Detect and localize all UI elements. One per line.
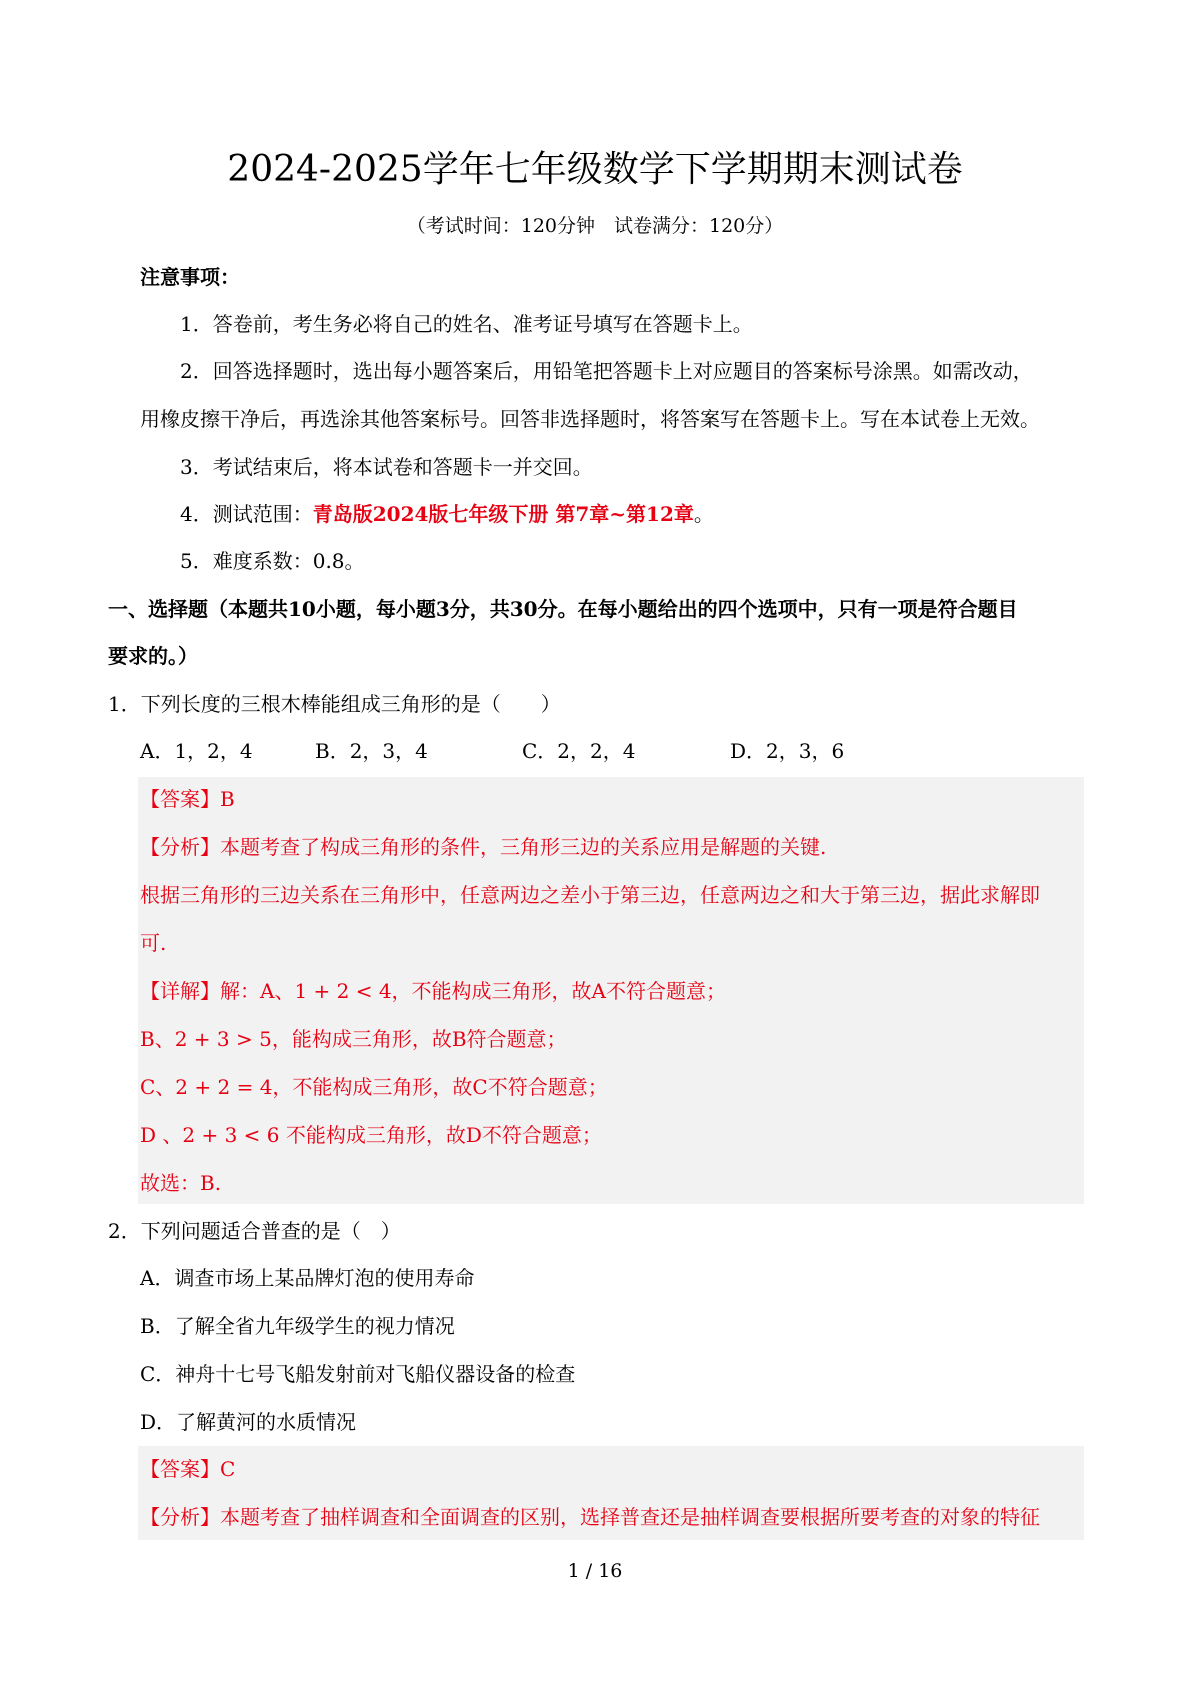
question-2-option-c: C．神舟十七号飞船发射前对飞船仪器设备的检查 — [140, 1362, 576, 1386]
notice-heading: 注意事项： — [140, 265, 240, 289]
notice-item-5: 5．难度系数：0.8。 — [180, 549, 365, 573]
question-1-analysis-line-3: 可. — [140, 931, 167, 955]
page-subtitle: （考试时间：120分钟 试卷满分：120分） — [406, 215, 784, 237]
section-heading-line-1: 一、选择题（本题共10小题，每小题3分，共30分。在每小题给出的四个选项中，只有一项是符合题目 — [108, 597, 1018, 621]
notice-item-4-prefix: 4．测试范围： — [180, 502, 313, 526]
question-1-option-b: B．2，3，4 — [315, 739, 428, 763]
question-1-detail-3: C、2 + 2 = 4，不能构成三角形，故C不符合题意； — [140, 1075, 608, 1099]
question-1-answer: 【答案】B — [140, 787, 235, 811]
question-1-detail-4: D 、2 + 3 < 6 不能构成三角形，故D不符合题意； — [140, 1123, 602, 1147]
notice-item-4-suffix: 。 — [693, 502, 714, 526]
page-number: 1 / 16 — [567, 1560, 623, 1582]
question-1-analysis-line-2: 根据三角形的三边关系在三角形中，任意两边之差小于第三边，任意两边之和大于第三边，据此求解即 — [140, 883, 1040, 907]
question-1-detail-1: 【详解】解：A、1 + 2 < 4，不能构成三角形，故A不符合题意； — [140, 979, 727, 1003]
test-range: 青岛版2024版七年级下册 第7章~第12章 — [312, 502, 694, 526]
question-2-analysis-line-1: 【分析】本题考查了抽样调查和全面调查的区别，选择普查还是抽样调查要根据所要考查的对象的特征 — [140, 1505, 1040, 1529]
question-1-detail-2: B、2 + 3 > 5，能构成三角形，故B符合题意； — [140, 1027, 567, 1051]
notice-item-3: 3．考试结束后，将本试卷和答题卡一并交回。 — [180, 455, 593, 479]
question-1-option-d: D．2，3，6 — [730, 739, 845, 763]
question-1-option-a: A．1，2，4 — [140, 739, 253, 763]
page-title: 2024-2025学年七年级数学下学期期末测试卷 — [227, 149, 963, 190]
notice-item-4 — [180, 501, 714, 527]
section-heading-line-2: 要求的。） — [108, 644, 198, 668]
notice-item-2-line-2: 用橡皮擦干净后，再选涂其他答案标号。回答非选择题时，将答案写在答题卡上。写在本试卷上无效。 — [140, 407, 1040, 431]
question-1-conclusion: 故选：B. — [140, 1171, 222, 1195]
question-2-option-a: A．调查市场上某品牌灯泡的使用寿命 — [140, 1266, 475, 1290]
question-2-option-b: B．了解全省九年级学生的视力情况 — [140, 1314, 455, 1338]
question-2-option-d: D．了解黄河的水质情况 — [140, 1410, 357, 1434]
notice-item-1: 1．答卷前，考生务必将自己的姓名、准考证号填写在答题卡上。 — [180, 312, 753, 336]
question-2-answer: 【答案】C — [140, 1457, 236, 1481]
question-2-stem: 2．下列问题适合普查的是（ ） — [108, 1219, 401, 1243]
question-1-analysis-line-1: 【分析】本题考查了构成三角形的条件，三角形三边的关系应用是解题的关键. — [140, 835, 827, 859]
notice-item-2-line-1: 2．回答选择题时，选出每小题答案后，用铅笔把答题卡上对应题目的答案标号涂黑。如需改动， — [180, 359, 1033, 383]
question-1-stem: 1．下列长度的三根木棒能组成三角形的是（ ） — [108, 692, 561, 716]
question-1-option-c: C．2，2，4 — [522, 739, 636, 763]
